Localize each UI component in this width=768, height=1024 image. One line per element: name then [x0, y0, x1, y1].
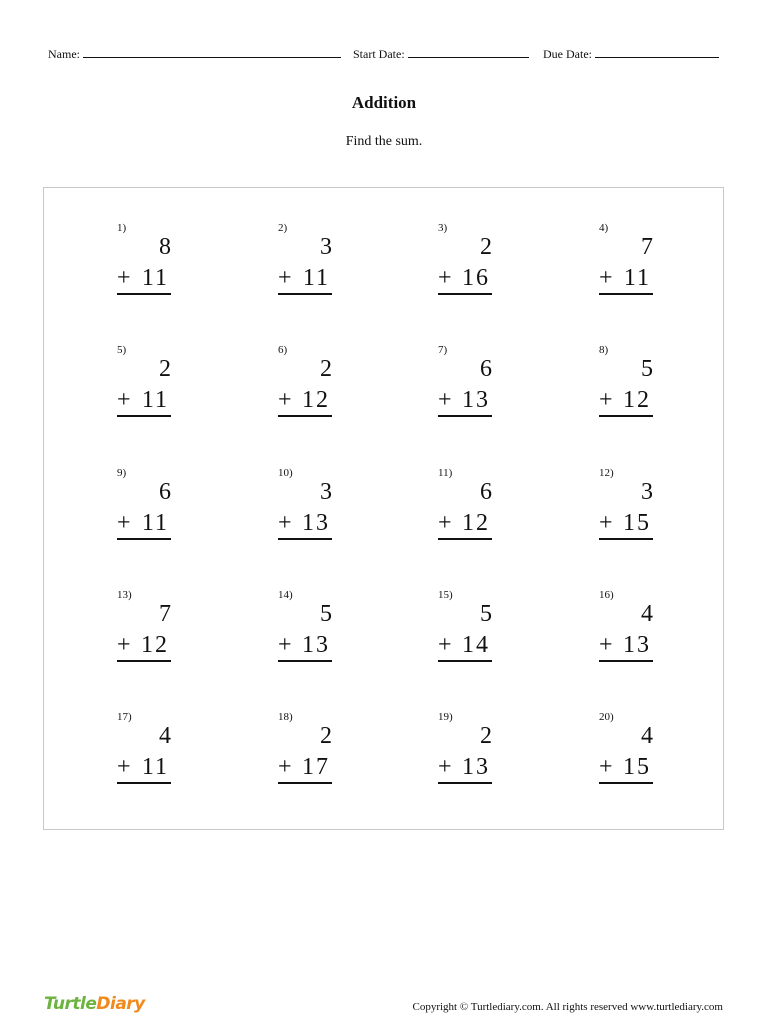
problem-item: [117, 221, 177, 321]
copyright-notice: Copyright © Turtlediary.com. All rights reserved www.turtlediary.com: [412, 1001, 723, 1013]
problem-item: [599, 466, 659, 566]
problem-addend-top: 2: [159, 356, 171, 382]
problem-addend-bottom: 12: [623, 387, 651, 413]
problem-item: [117, 588, 177, 688]
problem-addend-top: 3: [320, 479, 332, 505]
problem-answer-line[interactable]: [117, 631, 171, 662]
problem-item: [278, 221, 338, 321]
problem-addend-top: 5: [480, 601, 492, 627]
problem-addend-bottom: 13: [462, 754, 490, 780]
due-date-label: Due Date:: [543, 47, 592, 61]
problem-answer-line[interactable]: [117, 386, 171, 417]
plus-sign: +: [278, 265, 292, 291]
plus-sign: +: [117, 754, 131, 780]
problem-addend-top: 2: [320, 723, 332, 749]
problem-item: [438, 343, 498, 443]
logo-text-turtle: Turtle: [44, 994, 97, 1014]
problem-answer-line[interactable]: [438, 753, 492, 784]
problem-addend-bottom: 11: [623, 265, 651, 291]
plus-sign: +: [599, 265, 613, 291]
problem-addend-bottom: 11: [141, 754, 169, 780]
problem-addend-top: 4: [159, 723, 171, 749]
problem-addend-top: 7: [641, 234, 653, 260]
plus-sign: +: [438, 632, 452, 658]
plus-sign: +: [278, 510, 292, 536]
problem-addend-top: 2: [480, 723, 492, 749]
plus-sign: +: [117, 265, 131, 291]
problem-addend-bottom: 15: [623, 754, 651, 780]
problem-addend-bottom: 14: [462, 632, 490, 658]
problem-number: 9): [117, 467, 127, 479]
problem-item: [117, 710, 177, 810]
problem-item: [599, 588, 659, 688]
problem-answer-line[interactable]: [117, 264, 171, 295]
problem-number: 17): [117, 711, 132, 723]
plus-sign: +: [117, 632, 131, 658]
problem-addend-bottom: 12: [302, 387, 330, 413]
problem-addend-bottom: 13: [302, 632, 330, 658]
due-date-field[interactable]: [543, 46, 719, 62]
problem-addend-top: 7: [159, 601, 171, 627]
problem-addend-bottom: 11: [141, 265, 169, 291]
problem-item: [599, 343, 659, 443]
problem-addend-bottom: 13: [623, 632, 651, 658]
plus-sign: +: [278, 632, 292, 658]
problem-item: [278, 343, 338, 443]
problem-addend-bottom: 17: [302, 754, 330, 780]
problem-number: 16): [599, 589, 614, 601]
problem-answer-line[interactable]: [599, 631, 653, 662]
problem-item: [117, 466, 177, 566]
problem-number: 4): [599, 222, 609, 234]
start-date-field[interactable]: [353, 46, 529, 62]
problem-addend-bottom: 16: [462, 265, 490, 291]
plus-sign: +: [599, 510, 613, 536]
problem-addend-bottom: 13: [302, 510, 330, 536]
problem-addend-top: 2: [480, 234, 492, 260]
problem-addend-bottom: 11: [141, 510, 169, 536]
problem-addend-bottom: 11: [141, 387, 169, 413]
problem-item: [599, 710, 659, 810]
plus-sign: +: [438, 510, 452, 536]
problem-number: 19): [438, 711, 453, 723]
problem-number: 14): [278, 589, 293, 601]
problem-addend-bottom: 13: [462, 387, 490, 413]
name-label: Name:: [48, 47, 80, 61]
problem-answer-line[interactable]: [117, 509, 171, 540]
problem-item: [278, 710, 338, 810]
problem-answer-line[interactable]: [278, 264, 332, 295]
problem-number: 18): [278, 711, 293, 723]
plus-sign: +: [599, 754, 613, 780]
problem-number: 10): [278, 467, 293, 479]
problem-number: 12): [599, 467, 614, 479]
plus-sign: +: [599, 387, 613, 413]
problem-addend-top: 3: [641, 479, 653, 505]
problem-number: 11): [438, 467, 453, 479]
start-date-label: Start Date:: [353, 47, 405, 61]
problem-number: 5): [117, 344, 127, 356]
problem-answer-line[interactable]: [278, 753, 332, 784]
start-date-blank-line[interactable]: [408, 46, 529, 58]
due-date-blank-line[interactable]: [595, 46, 719, 58]
problem-number: 15): [438, 589, 453, 601]
problem-answer-line[interactable]: [599, 753, 653, 784]
problem-item: [117, 343, 177, 443]
problem-item: [278, 466, 338, 566]
problem-grid: [43, 187, 724, 830]
problem-addend-top: 6: [159, 479, 171, 505]
problem-addend-top: 4: [641, 723, 653, 749]
plus-sign: +: [599, 632, 613, 658]
problem-addend-top: 4: [641, 601, 653, 627]
problem-answer-line[interactable]: [438, 509, 492, 540]
problem-addend-top: 5: [320, 601, 332, 627]
problem-answer-line[interactable]: [438, 264, 492, 295]
plus-sign: +: [438, 265, 452, 291]
problem-answer-line[interactable]: [438, 386, 492, 417]
plus-sign: +: [117, 387, 131, 413]
instructions: Find the sum.: [345, 134, 423, 149]
plus-sign: +: [438, 387, 452, 413]
problem-addend-bottom: 12: [141, 632, 169, 658]
name-blank-line[interactable]: [83, 46, 341, 58]
problem-number: 13): [117, 589, 132, 601]
worksheet-header: [48, 46, 728, 62]
problem-answer-line[interactable]: [599, 386, 653, 417]
logo-text-diary: Diary: [96, 994, 145, 1014]
problem-addend-bottom: 15: [623, 510, 651, 536]
problem-answer-line[interactable]: [278, 509, 332, 540]
problem-number: 8): [599, 344, 609, 356]
problem-number: 6): [278, 344, 288, 356]
problem-addend-top: 6: [480, 479, 492, 505]
problem-item: [599, 221, 659, 321]
problem-answer-line[interactable]: [278, 386, 332, 417]
problem-item: [438, 588, 498, 688]
problem-item: [438, 221, 498, 321]
problem-addend-top: 2: [320, 356, 332, 382]
name-field[interactable]: [48, 46, 341, 62]
problem-number: 2): [278, 222, 288, 234]
plus-sign: +: [278, 754, 292, 780]
problem-answer-line[interactable]: [278, 631, 332, 662]
plus-sign: +: [278, 387, 292, 413]
problem-item: [438, 710, 498, 810]
problem-addend-top: 3: [320, 234, 332, 260]
problem-number: 3): [438, 222, 448, 234]
problem-item: [438, 466, 498, 566]
problem-addend-top: 5: [641, 356, 653, 382]
problem-item: [278, 588, 338, 688]
problem-answer-line[interactable]: [599, 509, 653, 540]
problem-addend-bottom: 11: [302, 265, 330, 291]
plus-sign: +: [438, 754, 452, 780]
problem-answer-line[interactable]: [438, 631, 492, 662]
problem-number: 7): [438, 344, 448, 356]
problem-addend-top: 6: [480, 356, 492, 382]
plus-sign: +: [117, 510, 131, 536]
problem-addend-top: 8: [159, 234, 171, 260]
problem-answer-line[interactable]: [117, 753, 171, 784]
turtlediary-logo: [44, 994, 145, 1014]
problem-addend-bottom: 12: [462, 510, 490, 536]
problem-answer-line[interactable]: [599, 264, 653, 295]
worksheet-title: Addition: [351, 93, 417, 112]
problem-number: 20): [599, 711, 614, 723]
problem-number: 1): [117, 222, 127, 234]
